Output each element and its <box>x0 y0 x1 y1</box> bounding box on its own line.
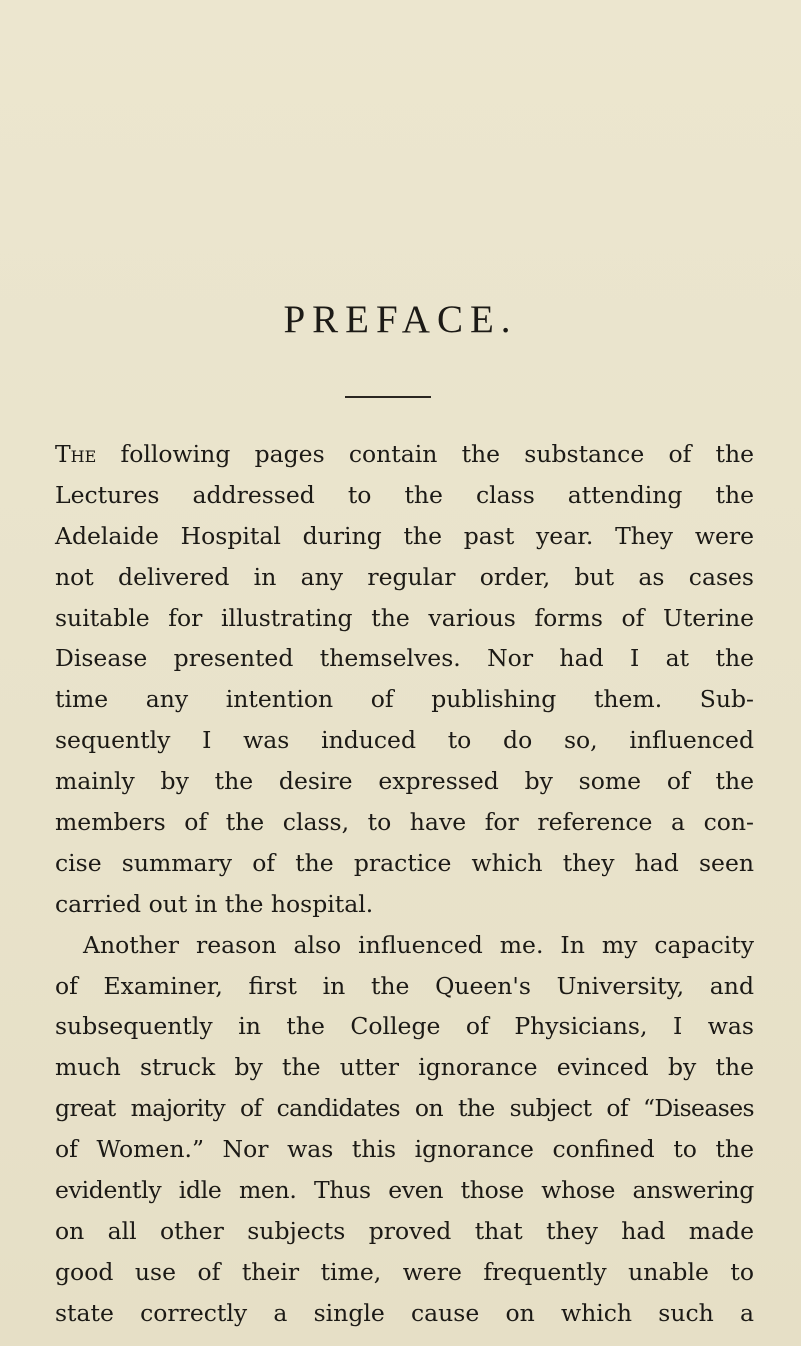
text-line: suitable for illustrating the various forms of Uterine <box>55 603 754 632</box>
text-line: subsequently in the College of Physicians, I was <box>55 1012 754 1041</box>
text-line: Another reason also influenced me. In my capacity <box>83 930 754 959</box>
text-line: Adelaide Hospital during the past year. They were <box>55 521 754 550</box>
text-line: state correctly a single cause on which such a <box>55 1298 754 1327</box>
text-line: Disease presented themselves. Nor had I at the <box>55 644 754 673</box>
text-line: of Women.” Nor was this ignorance confined to the <box>55 1135 754 1164</box>
title-divider <box>345 396 431 398</box>
text-line: good use of their time, were frequently unable to <box>55 1257 754 1286</box>
text-line: The following pages contain the substance of the <box>55 440 754 468</box>
text-line: evidently idle men. Thus even those whose answering <box>55 1176 754 1205</box>
page-title: PREFACE. <box>283 298 518 341</box>
text-line: not delivered in any regular order, but as cases <box>55 562 754 591</box>
preface-text <box>55 434 754 1334</box>
text-line: time any intention of publishing them. Sub- <box>55 685 754 714</box>
text-line: mainly by the desire expressed by some of the <box>55 767 754 796</box>
text-line: on all other subjects proved that they had made <box>55 1216 754 1245</box>
text-line: cise summary of the practice which they had seen <box>55 848 754 877</box>
text-line: members of the class, to have for reference a con- <box>55 808 754 837</box>
text-line: great majority of candidates on the subject of “Diseases <box>55 1094 754 1123</box>
text-line: carried out in the hospital. <box>55 889 374 918</box>
text-line: much struck by the utter ignorance evinced by the <box>55 1053 754 1082</box>
text-line: sequently I was induced to do so, influenced <box>55 726 754 755</box>
lead-word: The <box>55 440 97 468</box>
text-line: Lectures addressed to the class attending the <box>55 480 754 509</box>
text-line: of Examiner, first in the Queen's University, and <box>55 971 754 1000</box>
